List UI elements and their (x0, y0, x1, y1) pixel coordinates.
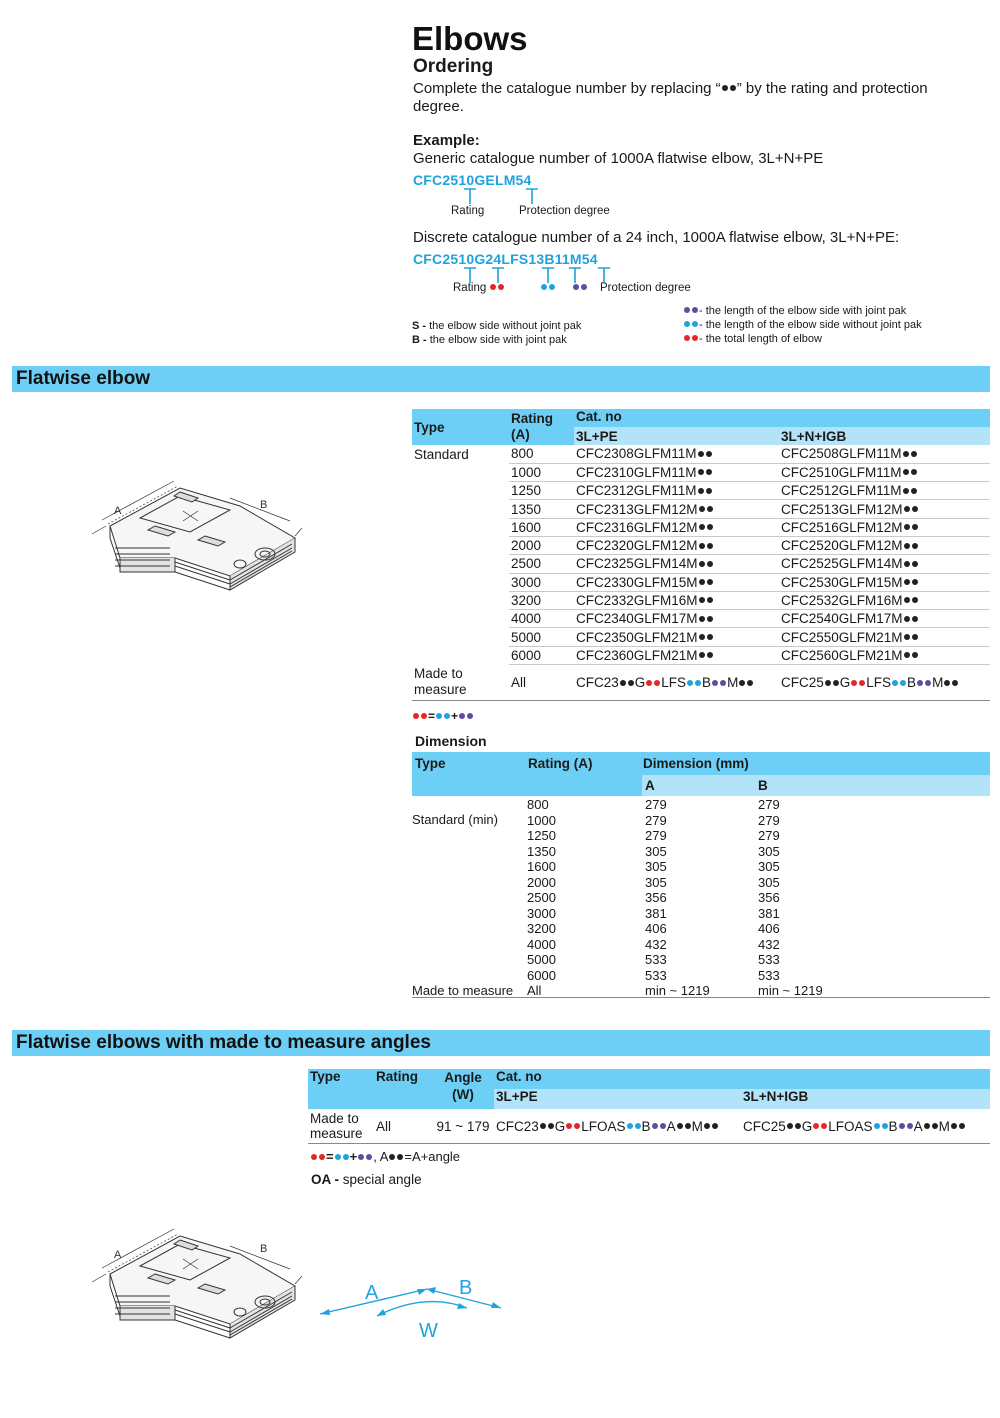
dim-b: 406 (758, 921, 780, 936)
cell-3lnigb-code: CFC2512GLFM11M (781, 483, 902, 499)
cell-3lnigb (779, 555, 990, 573)
dimension-row (412, 890, 990, 906)
a-col-3lpe: 3L+PE (494, 1089, 741, 1109)
cell-3lnigb-code: CFC2550GLFM21M (781, 629, 903, 645)
table-row (412, 445, 990, 463)
a-igb-lfoas: LFOAS (828, 1118, 873, 1134)
cell-3lnigb-code: CFC2530GLFM15M (781, 574, 903, 590)
cell-3lnigb-code: CFC2520GLFM12M (781, 538, 903, 554)
a-col-3lnigb: 3L+N+IGB (741, 1089, 990, 1109)
legend-b-text: the elbow side with joint pak (429, 334, 567, 346)
table-row-mtm (412, 665, 990, 701)
cell-3lpe (574, 591, 779, 609)
dim-rating: 3200 (527, 921, 556, 936)
dim-a: 305 (645, 843, 667, 859)
intro-post: ” by the rating and protection degree. (413, 80, 928, 115)
cell-rating: 1600 (509, 518, 574, 536)
dim-b: 356 (758, 890, 780, 905)
generic-text: Generic catalogue number of 1000A flatwise elbow, 3L+N+PE (413, 150, 824, 167)
mtm-g: G (634, 675, 646, 691)
angle-label-w: W (419, 1320, 438, 1342)
a-pe-b: B (641, 1118, 651, 1134)
dim-b: 279 (758, 828, 780, 843)
cell-3lpe (574, 628, 779, 646)
dim-rating: 1600 (527, 859, 556, 874)
cell-3lnigb (779, 500, 990, 518)
cell-3lpe (574, 500, 779, 518)
discrete-label-rating (453, 282, 588, 294)
formula-angles (310, 1149, 460, 1164)
formula2-tail-a: , A (373, 1149, 389, 1164)
dim-a: 356 (645, 890, 667, 905)
discrete-rating-text: Rating (453, 282, 487, 294)
cell-rating: 3200 (509, 591, 574, 609)
generic-code-markers (412, 188, 612, 206)
legend-cyan-text: - the length of the elbow side without joint pak (699, 319, 922, 331)
dim-a: 279 (645, 812, 667, 828)
col-3lpe: 3L+PE (574, 427, 779, 445)
diagram1-label-a: A (114, 505, 122, 517)
a-col-angle: Angle (W) (432, 1069, 494, 1109)
legend-b-key: B - (412, 334, 427, 346)
cell-3lpe (574, 482, 779, 500)
dim-col-a: A (645, 778, 655, 793)
dim-rating: 1250 (527, 828, 556, 843)
dim-a: 305 (645, 859, 667, 874)
oa-text: special angle (342, 1172, 422, 1187)
dimension-row (412, 952, 990, 968)
a-pe-lfoas: LFOAS (581, 1118, 626, 1134)
dim-rating: 1000 (527, 812, 556, 828)
dimension-row (412, 859, 990, 875)
legend-s-text: the elbow side without joint pak (429, 320, 582, 332)
dim-a: 432 (645, 936, 667, 952)
angle-label-a: A (365, 1282, 379, 1304)
dimension-row (412, 937, 990, 953)
cell-3lpe-code: CFC2316GLFM12M (576, 519, 698, 535)
dim-b: 279 (758, 812, 780, 828)
legend-purple (683, 305, 906, 317)
cell-3lpe (574, 463, 779, 481)
dim-rating: 2500 (527, 890, 556, 905)
oa-key: OA - (311, 1172, 339, 1187)
dimension-row (412, 797, 990, 813)
a-row-igb (741, 1109, 990, 1144)
mtm-prefix: CFC25 (781, 675, 824, 691)
a-pe-m: M (691, 1118, 703, 1134)
cell-3lnigb-code: CFC2513GLFM12M (781, 501, 903, 517)
cell-3lnigb (779, 628, 990, 646)
flatwise-catalogue-table (412, 409, 990, 701)
cell-3lpe (574, 646, 779, 664)
a-igb-prefix: CFC25 (743, 1118, 786, 1134)
cell-3lpe (574, 445, 779, 463)
cell-rating: 3000 (509, 573, 574, 591)
intro-text (413, 80, 973, 116)
cell-3lpe-code: CFC2340GLFM17M (576, 611, 698, 627)
dim-col-b: B (758, 778, 768, 793)
section-band-angles (12, 1030, 990, 1056)
a-row-angle: 91 ~ 179 (432, 1109, 494, 1144)
a-pe-prefix: CFC23 (496, 1118, 539, 1134)
dim-a: 533 (645, 967, 667, 983)
mtm-3lpe (574, 665, 779, 701)
mtm-b: B (702, 675, 712, 691)
dimension-row (412, 844, 990, 860)
dimension-subheader-band (642, 775, 990, 796)
cell-3lnigb-code: CFC2560GLFM21M (781, 647, 903, 663)
dim-mtm-label: Made to measure (412, 983, 514, 998)
mtm-lfs: LFS (661, 675, 687, 691)
dim-a: 406 (645, 921, 667, 936)
cell-3lpe (574, 555, 779, 573)
table-row (308, 1109, 990, 1144)
mtm-prefix: CFC23 (576, 675, 619, 691)
a-col-rating: Rating (374, 1069, 432, 1109)
a-igb-g: G (801, 1118, 813, 1134)
cell-rating: 2000 (509, 536, 574, 554)
dim-a: 279 (645, 828, 667, 843)
page-subtitle: Ordering (413, 56, 494, 77)
dimension-row (412, 968, 990, 984)
cell-3lpe-code: CFC2313GLFM12M (576, 501, 698, 517)
cell-3lnigb-code: CFC2516GLFM12M (781, 519, 903, 535)
mtm-lfs: LFS (866, 675, 892, 691)
cell-rating: 1000 (509, 463, 574, 481)
dimension-heading: Dimension (415, 733, 487, 749)
dim-b: 305 (758, 843, 780, 859)
dim-col-rating: Rating (A) (528, 756, 593, 771)
mtm-g: G (839, 675, 851, 691)
standard-label: Standard (414, 447, 469, 462)
dim-a: 381 (645, 905, 667, 921)
formula2-eq: = (326, 1149, 334, 1164)
a-col-type: Type (308, 1069, 374, 1109)
dim-b: 381 (758, 905, 780, 921)
dim-rating: 2000 (527, 874, 556, 890)
dim-col-type: Type (415, 756, 446, 771)
mtm-m: M (932, 675, 944, 691)
dim-rating: 3000 (527, 905, 556, 921)
elbow-diagram-2 (80, 1224, 310, 1344)
col-3lnigb: 3L+N+IGB (779, 427, 990, 445)
discrete-code: CFC2510G24LFS13B11M54 (413, 251, 598, 267)
formula-flatwise (412, 709, 474, 723)
formula2-plus: + (349, 1149, 358, 1164)
cell-rating: 5000 (509, 628, 574, 646)
dim-a: 533 (645, 952, 667, 967)
cell-3lnigb-code: CFC2508GLFM11M (781, 446, 902, 462)
cell-3lnigb (779, 482, 990, 500)
legend-red-text: - the total length of elbow (699, 333, 822, 345)
discrete-text: Discrete catalogue number of a 24 inch, 1000A flatwise elbow, 3L+N+PE: (413, 229, 900, 246)
cell-3lpe (574, 536, 779, 554)
diagram1-label-b: B (260, 499, 268, 511)
angle-diagram (315, 1272, 510, 1344)
cell-rating: 1350 (509, 500, 574, 518)
cell-3lnigb (779, 573, 990, 591)
a-pe-g: G (554, 1118, 566, 1134)
cell-3lpe-code: CFC2312GLFM11M (576, 483, 697, 499)
dim-rating: 5000 (527, 952, 556, 967)
cell-3lnigb-code: CFC2510GLFM11M (781, 464, 902, 480)
cell-3lpe (574, 610, 779, 628)
cell-3lnigb (779, 646, 990, 664)
cell-3lnigb (779, 591, 990, 609)
section-band-flatwise (12, 366, 990, 392)
cell-rating: 800 (509, 445, 574, 463)
discrete-label-protection: Protection degree (600, 282, 691, 294)
dim-rating: 1350 (527, 843, 556, 859)
page-title: Elbows (412, 20, 528, 57)
dimension-row (412, 828, 990, 844)
cell-3lnigb (779, 463, 990, 481)
dimension-row (412, 875, 990, 891)
cell-3lnigb (779, 610, 990, 628)
a-col-catno: Cat. no (494, 1069, 990, 1089)
section-title-flatwise: Flatwise elbow (16, 368, 151, 389)
dim-a: 279 (645, 797, 667, 812)
diagram2-label-a: A (114, 1249, 122, 1261)
mtm-b: B (907, 675, 917, 691)
formula-plus: + (451, 709, 459, 723)
dim-col-dim: Dimension (mm) (643, 756, 749, 771)
a-igb-a: A (913, 1118, 923, 1134)
generic-label-rating: Rating (451, 205, 485, 217)
cell-3lnigb-code: CFC2525GLFM14M (781, 556, 903, 572)
elbow-diagram-1 (80, 476, 310, 596)
dim-b: 533 (758, 952, 780, 967)
cell-3lnigb (779, 518, 990, 536)
cell-3lnigb (779, 445, 990, 463)
dim-mtm-row (412, 983, 990, 998)
cell-rating: 4000 (509, 610, 574, 628)
legend-red (683, 333, 822, 345)
dim-rating: 6000 (527, 967, 556, 983)
cell-rating: 1250 (509, 482, 574, 500)
mtm-rating: All (509, 665, 574, 701)
cell-rating: 6000 (509, 646, 574, 664)
col-rating: Rating (A) (509, 409, 574, 445)
cell-3lnigb-code: CFC2540GLFM17M (781, 611, 903, 627)
generic-code: CFC2510GELM54 (413, 172, 532, 188)
cell-3lnigb-code: CFC2532GLFM16M (781, 593, 903, 609)
cell-3lpe-code: CFC2310GLFM11M (576, 464, 697, 480)
legend-cyan (683, 319, 922, 331)
a-igb-b: B (888, 1118, 898, 1134)
col-catno: Cat. no (574, 409, 990, 427)
dim-b: 533 (758, 967, 780, 983)
dim-mtm-b: min ~ 1219 (758, 983, 823, 998)
a-igb-m: M (938, 1118, 950, 1134)
legend-s-key: S - (412, 320, 427, 332)
cell-3lpe-code: CFC2330GLFM15M (576, 574, 698, 590)
dimension-rows (412, 797, 990, 983)
dim-b: 432 (758, 936, 780, 952)
cell-3lpe-code: CFC2332GLFM16M (576, 593, 698, 609)
mtm-label: Made to measure (412, 665, 509, 701)
cell-3lpe-code: CFC2350GLFM21M (576, 629, 698, 645)
formula2-tail-b: =A+angle (404, 1149, 461, 1164)
cell-3lpe-code: CFC2325GLFM14M (576, 556, 698, 572)
intro-pre: Complete the catalogue number by replacing “ (413, 80, 721, 97)
dimension-row (412, 921, 990, 937)
cell-3lpe (574, 573, 779, 591)
example-heading: Example: (413, 132, 480, 149)
generic-label-protection: Protection degree (519, 205, 610, 217)
angles-catalogue-table (308, 1069, 990, 1144)
a-row-rating: All (374, 1109, 432, 1144)
cell-rating: 2500 (509, 555, 574, 573)
diagram2-label-b: B (260, 1243, 268, 1255)
cell-3lpe (574, 518, 779, 536)
dim-mtm-a: min ~ 1219 (645, 983, 710, 998)
dim-mtm-rating: All (527, 983, 542, 998)
cell-3lnigb (779, 536, 990, 554)
section-title-angles: Flatwise elbows with made to measure angles (16, 1032, 431, 1053)
dim-rating: 4000 (527, 936, 556, 952)
legend-s (412, 320, 581, 332)
a-pe-a: A (666, 1118, 676, 1134)
angle-label-b: B (459, 1277, 473, 1299)
mtm-3lnigb (779, 665, 990, 701)
dim-b: 305 (758, 874, 780, 890)
formula-eq: = (428, 709, 436, 723)
dim-a: 305 (645, 874, 667, 890)
dimension-row (412, 906, 990, 922)
col-type: Type (412, 409, 509, 445)
a-row-pe (494, 1109, 741, 1144)
cell-3lpe-code: CFC2308GLFM11M (576, 446, 697, 462)
cell-3lpe-code: CFC2360GLFM21M (576, 647, 698, 663)
legend-purple-text: - the length of the elbow side with joint pak (699, 305, 907, 317)
oa-note (311, 1172, 422, 1187)
dim-rating: 800 (527, 797, 549, 812)
dim-b: 279 (758, 797, 780, 812)
dim-b: 305 (758, 859, 780, 874)
cell-3lpe-code: CFC2320GLFM12M (576, 538, 698, 554)
legend-b (412, 334, 567, 346)
dim-standard-label: Standard (min) (412, 812, 498, 827)
a-row-type: Made to measure (308, 1109, 374, 1144)
mtm-m: M (727, 675, 739, 691)
dimension-row (412, 813, 990, 829)
